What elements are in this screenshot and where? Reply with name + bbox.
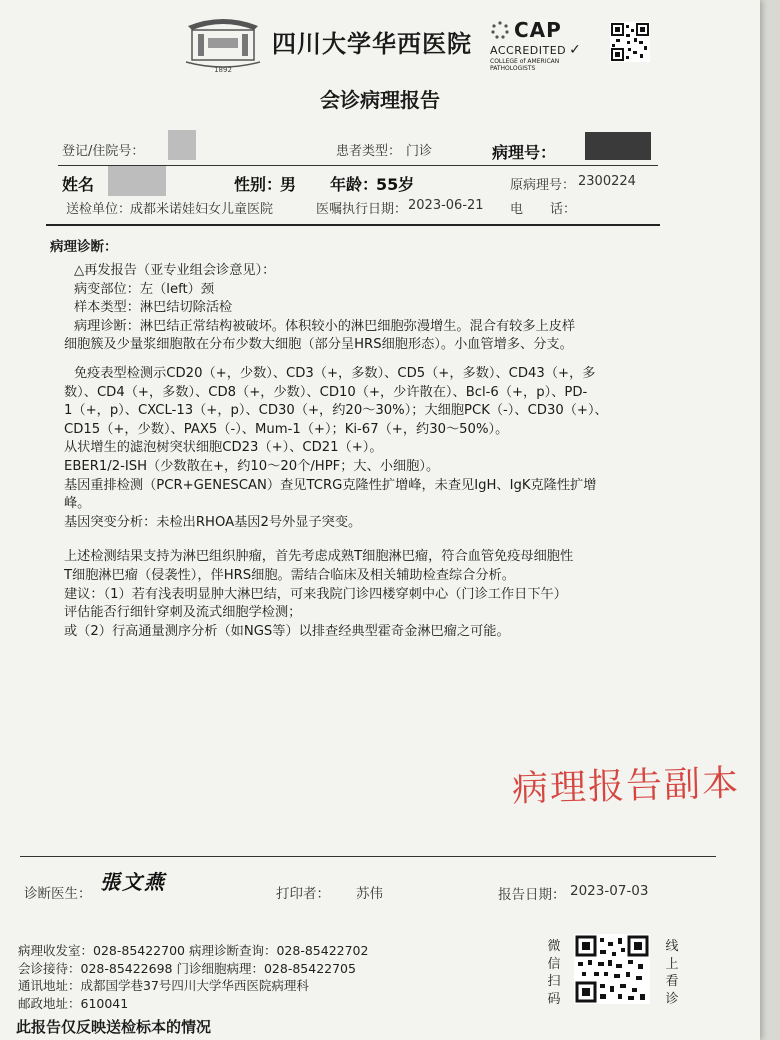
orig-no-value: 2300224	[578, 174, 636, 189]
diagnosis-line: CD15（+，少数）、PAX5（-）、Mum-1（+）；Ki-67（+，约30～50%）。	[64, 421, 509, 437]
redacted-reg-no	[168, 130, 196, 160]
diagnosis-heading: 病理诊断：	[50, 239, 118, 255]
diagnosis-line: 从状增生的滤泡树突状细胞CD23（+）、CD21（+）。	[64, 440, 383, 456]
diagnosis-line: T细胞淋巴瘤（侵袭性），伴HRS细胞。需结合临床及相关辅助检查综合分析。	[64, 567, 515, 583]
divider-line	[20, 856, 716, 857]
diagnosis-line: 或（2）行高通量测序分析（如NGS等）以排查经典型霍奇金淋巴瘤之可能。	[64, 623, 510, 639]
vertical-char: 看	[665, 974, 679, 989]
printer-label: 打印者：	[276, 886, 330, 902]
diagnosis-line: 基因重排检测（PCR+GENESCAN）查见TCRG克隆性扩增峰，未查见IgH、IgK克隆性扩增	[64, 477, 597, 493]
diagnosis-line: 病理诊断：淋巴结正常结构被破坏。体积较小的淋巴细胞弥漫增生。混合有较多上皮样	[74, 318, 576, 334]
footer-contacts	[18, 942, 368, 1012]
diagnosis-line: 基因突变分析：未检出RHOA基因2号外显子突变。	[64, 514, 362, 530]
cap-title: CAP	[514, 18, 562, 42]
name-label: 姓名	[62, 175, 95, 194]
age-label: 年龄：	[330, 175, 379, 194]
patient-type-value: 门诊	[406, 144, 433, 159]
report-date-value: 2023-07-03	[570, 883, 649, 899]
printer-value: 苏伟	[356, 886, 383, 902]
diagnosis-body	[64, 262, 684, 641]
wechat-qr-code-icon	[574, 934, 650, 1004]
redacted-name	[108, 166, 166, 196]
order-date-label: 医嘱执行日期：	[316, 202, 408, 217]
footer-line: 通讯地址：成都国学巷37号四川大学华西医院病理科	[18, 978, 309, 993]
cap-tiny-text: COLLEGE of AMERICAN PATHOLOGISTS	[490, 58, 560, 72]
checkmark-icon: ✓	[569, 42, 581, 58]
copy-stamp: 病理报告副本	[511, 763, 741, 810]
qr-code-icon	[610, 22, 650, 62]
phone-label-part1: 电	[510, 202, 524, 217]
cap-subtitle: ACCREDITED	[490, 43, 567, 57]
online-consult-label	[664, 938, 680, 1008]
diagnosis-line: 免疫表型检测示CD20（+，少数）、CD3（+，多数）、CD5（+，多数）、CD43（+，多	[74, 365, 596, 381]
phone-label-part2: 话：	[550, 202, 577, 217]
doctor-label: 诊断医生：	[24, 886, 92, 902]
pathology-no-label: 病理号：	[492, 143, 557, 162]
diagnosis-line: 病变部位：左（left）颈	[74, 281, 215, 297]
vertical-char: 扫	[547, 974, 561, 989]
divider-line-thick	[46, 224, 660, 226]
sex-label: 性别：	[234, 175, 283, 194]
diagnosis-line: 峰。	[64, 496, 91, 512]
age-value: 55岁	[376, 175, 415, 194]
footer-line: 病理收发室：028-85422700 病理诊断查询：028-85422702	[18, 943, 369, 958]
diagnosis-line: EBER1/2-ISH（少数散在+，约10～20个/HPF；大、小细胞）。	[64, 458, 440, 474]
sending-unit-label: 送检单位：	[66, 202, 132, 217]
reg-no-label: 登记/住院号：	[62, 144, 145, 159]
logo-year: 1892	[214, 66, 232, 74]
patient-type-label: 患者类型：	[336, 144, 402, 159]
cap-dots-icon	[490, 20, 510, 40]
vertical-char: 码	[547, 991, 561, 1007]
report-date-label: 报告日期：	[498, 887, 566, 903]
wechat-scan-label	[546, 938, 562, 1008]
diagnosis-line: △再发报告（亚专业组会诊意见）：	[74, 263, 276, 278]
hospital-logo-icon	[180, 12, 266, 74]
diagnosis-line	[64, 532, 684, 548]
diagnosis-line	[64, 355, 684, 365]
sending-unit-value: 成都米诺娃妇女儿童医院	[130, 202, 274, 217]
report-title: 会诊病理报告	[320, 88, 440, 112]
cap-accredited-logo	[490, 18, 600, 72]
doctor-signature: 張文燕	[100, 870, 166, 894]
footer-line: 会诊接待：028-85422698 门诊细胞病理：028-85422705	[18, 960, 356, 976]
redacted-pathology-no	[585, 132, 651, 160]
sex-value: 男	[280, 175, 297, 194]
vertical-char: 线	[665, 939, 679, 954]
diagnosis-line: 1（+，p）、CXCL-13（+，p）、CD30（+，约20～30%）；大细胞PCK（-）、CD30（+）、	[64, 403, 608, 419]
order-date-value: 2023-06-21	[408, 198, 484, 213]
hospital-name: 四川大学华西医院	[272, 29, 472, 58]
footer-line: 邮政地址：610041	[18, 995, 129, 1011]
diagnosis-line: 评估能否行细针穿刺及流式细胞学检测；	[64, 605, 302, 621]
disclaimer: 此报告仅反映送检标本的情况	[16, 1018, 212, 1036]
diagnosis-line: 数）、CD4（+，多数）、CD8（+，少数）、CD10（+，少许散在）、Bcl-6（+，p）、PD-	[64, 384, 588, 400]
diagnosis-line: 上述检测结果支持为淋巴组织肿瘤，首先考虑成熟T细胞淋巴瘤，符合血管免疫母细胞性	[64, 549, 574, 565]
diagnosis-line: 样本类型：淋巴结切除活检	[74, 300, 233, 316]
vertical-char: 信	[547, 956, 561, 972]
orig-no-label: 原病理号：	[510, 178, 576, 193]
vertical-char: 上	[665, 956, 679, 972]
diagnosis-line: 建议：（1）若有浅表明显肿大淋巴结，可来我院门诊四楼穿刺中心（门诊工作日下午）	[64, 586, 567, 602]
vertical-char: 诊	[665, 991, 679, 1007]
vertical-char: 微	[547, 939, 561, 954]
diagnosis-line: 细胞簇及少量浆细胞散在分布少数大细胞（部分呈HRS细胞形态）。小血管增多、分支。	[64, 337, 573, 353]
